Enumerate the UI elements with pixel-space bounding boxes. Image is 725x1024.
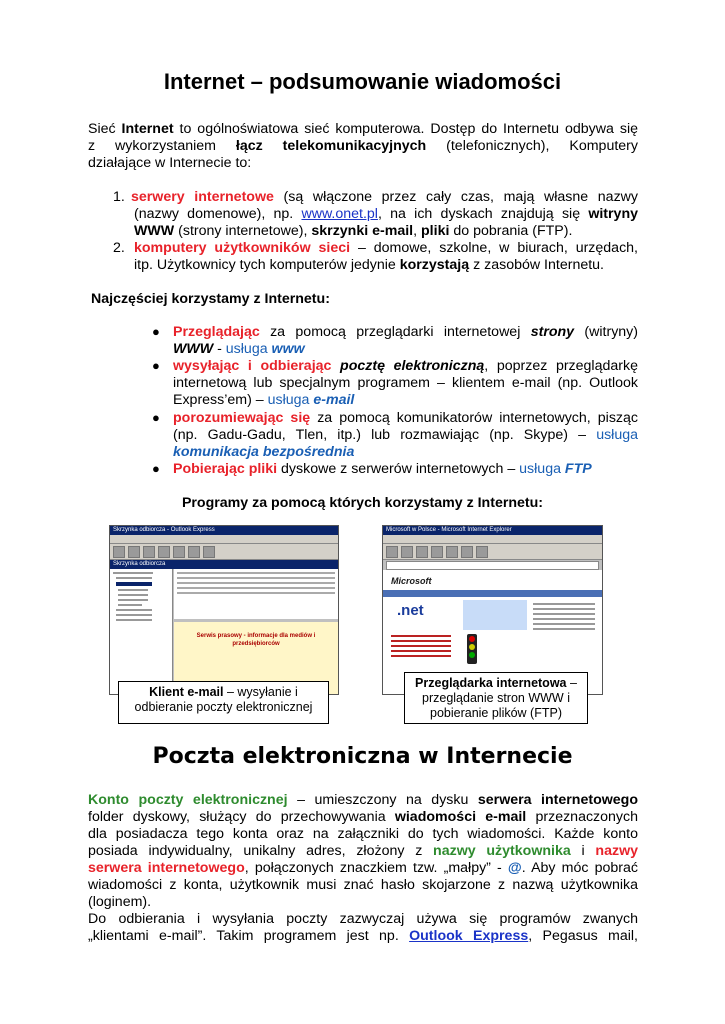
- outlook-express-link[interactable]: Outlook Express: [409, 928, 529, 944]
- bullet-text: -: [213, 341, 226, 357]
- intro-internet: Internet: [121, 121, 174, 137]
- bullet-bold: WWW: [173, 341, 214, 357]
- toolbar-icon: [401, 546, 413, 558]
- bullet-4-line-1: [173, 461, 592, 478]
- toolbar-icon: [386, 546, 398, 558]
- microsoft-logo: Microsoft: [391, 576, 432, 586]
- list-item-1-term: serwery internetowe: [131, 189, 274, 205]
- usage-heading: Najczęściej korzystamy z Internetu:: [91, 291, 330, 307]
- list-item-1-line-3: [134, 223, 572, 240]
- bullet-bold: pocztę elektroniczną: [340, 358, 485, 374]
- list-text: ,: [413, 223, 422, 239]
- list-bold: skrzynki e-mail: [311, 223, 414, 239]
- email-client-caption: [118, 681, 329, 724]
- ie-titlebar: Microsoft w Polsce - Microsoft Internet Explorer: [383, 526, 602, 535]
- outlook-express-screenshot: [109, 525, 339, 695]
- service-name: www: [271, 341, 305, 357]
- at-sign: @: [507, 860, 522, 876]
- list-item-2-term: komputery użytkowników sieci: [134, 240, 351, 256]
- email-text: „klientami e-mail”. Takim programem jest np.: [88, 928, 410, 944]
- ie-menubar: [383, 535, 602, 544]
- toolbar-icon: [158, 546, 170, 558]
- email-section-title: Poczta elektroniczna w Internecie: [152, 744, 573, 769]
- bullet-term: Przeglądając: [173, 324, 260, 340]
- list-bold: WWW: [134, 223, 175, 239]
- service-name: FTP: [564, 461, 592, 477]
- list-number-2: 2.: [113, 240, 125, 256]
- outlook-folder-tree: [110, 569, 173, 694]
- list-text: do pobrania (FTP).: [449, 223, 573, 239]
- outlook-toolbar: [110, 544, 338, 560]
- email-line-8: Do odbierania i wysyłania poczty zazwyczaj używa się programów zwanych: [88, 911, 638, 927]
- net-logo: .net: [397, 602, 424, 619]
- traffic-light-icon: [467, 634, 477, 664]
- bullet-2-line-1: [173, 358, 638, 375]
- email-line-7: (loginem).: [88, 894, 152, 910]
- ie-address-bar: [386, 561, 599, 570]
- bullet-text: , poprzez przeglądarkę: [484, 358, 638, 374]
- outlook-menubar: [110, 535, 338, 544]
- bullet-text: Express’em) –: [173, 392, 268, 408]
- ie-news-box: [463, 600, 527, 630]
- intro-text: (telefonicznych), Komputery: [426, 138, 638, 154]
- toolbar-icon: [128, 546, 140, 558]
- email-bold: wiadomości e-mail: [394, 809, 527, 825]
- preview-heading: Serwis prasowy - informacje dla mediów i przedsiębiorców: [196, 633, 316, 647]
- bullet-text: za pomocą komunikatorów internetowych, pisząc: [310, 410, 638, 426]
- bullet-dot: ●: [152, 324, 160, 339]
- bullet-1-line-2: [173, 341, 305, 358]
- outlook-titlebar: Skrzynka odbiorcza - Outlook Express: [110, 526, 338, 535]
- email-username-term: nazwy użytkownika: [433, 843, 571, 859]
- intro-lacza: łącz telekomunikacyjnych: [235, 138, 427, 154]
- caption-text: – wysyłanie i: [223, 685, 298, 699]
- ie-link-list: [391, 632, 451, 660]
- bullet-text: (np. Gadu-Gadu, Tlen, itp.) lub rozmawiając (np. Skype) –: [173, 427, 597, 443]
- email-text: posiada indywidualny, unikalny adres, złożony z: [88, 843, 434, 859]
- bullet-1-line-1: [173, 324, 638, 341]
- toolbar-icon: [446, 546, 458, 558]
- ie-toolbar: [383, 544, 602, 560]
- intro-line-1: [88, 121, 638, 138]
- email-line-9: [88, 928, 638, 945]
- list-text: (strony internetowe),: [174, 223, 312, 239]
- toolbar-icon: [173, 546, 185, 558]
- onet-link[interactable]: www.onet.pl: [301, 206, 378, 222]
- page-title: Internet – podsumowanie wiadomości: [163, 69, 562, 94]
- ie-right-column: [533, 600, 595, 633]
- caption-bold: Klient e-mail: [149, 685, 224, 699]
- list-text: – domowe, szkolne, w biurach, urzędach,: [350, 240, 638, 256]
- outlook-folder-header: Skrzynka odbiorcza: [110, 560, 338, 569]
- caption-text: odbieranie poczty elektronicznej: [134, 700, 313, 714]
- list-text: (są włączone przez cały czas, mają własne nazwy: [273, 189, 639, 205]
- list-item-1-line-2: [134, 206, 638, 223]
- bullet-term: wysyłając i odbierając: [173, 358, 332, 374]
- caption-bold: Przeglądarka internetowa: [415, 676, 567, 690]
- bullet-3-line-3: komunikacja bezpośrednia: [173, 444, 355, 460]
- email-server-term: serwera internetowego: [88, 860, 245, 876]
- toolbar-icon: [188, 546, 200, 558]
- email-text: folder dyskowy, służący do przechowywania: [88, 809, 395, 825]
- list-text: itp. Użytkownicy tych komputerów jedynie: [134, 257, 400, 273]
- bullet-term: porozumiewając się: [173, 410, 311, 426]
- service-label: usługa: [225, 341, 272, 357]
- list-bold: witryny: [588, 206, 638, 222]
- list-number-1: 1.: [113, 189, 125, 205]
- intro-line-3: działające w Internecie to:: [88, 155, 252, 171]
- email-line-2: [88, 809, 638, 826]
- service-label: usługa: [596, 427, 638, 443]
- caption-text: przeglądanie stron WWW i: [422, 691, 570, 705]
- toolbar-icon: [431, 546, 443, 558]
- intro-text: z wykorzystaniem: [88, 138, 236, 154]
- list-text: (nazwy domenowe), np.: [134, 206, 302, 222]
- list-text: z zasobów Internetu.: [469, 257, 604, 273]
- outlook-message-list: [174, 569, 338, 619]
- list-item-2-line-1: [134, 240, 638, 257]
- bullet-term: Pobierając pliki: [173, 461, 278, 477]
- email-account-term: Konto poczty elektronicznej: [88, 792, 288, 808]
- email-text: i: [570, 843, 596, 859]
- service-name: e-mail: [313, 392, 355, 408]
- list-item-2-line-2: [134, 257, 604, 274]
- list-item-1-line-1: [131, 189, 638, 206]
- bullet-2-line-3: [173, 392, 354, 409]
- service-label: usługa: [519, 461, 565, 477]
- intro-line-2: [88, 138, 638, 155]
- toolbar-icon: [203, 546, 215, 558]
- email-text: – umieszczony na dysku: [287, 792, 478, 808]
- bullet-dot: ●: [152, 358, 160, 373]
- ie-nav-strip: [383, 590, 602, 597]
- bullet-3-line-1: [173, 410, 638, 427]
- email-line-1: [88, 792, 638, 809]
- caption-text: –: [566, 676, 577, 690]
- programs-heading: Programy za pomocą których korzystamy z Internetu:: [181, 495, 544, 511]
- list-text: , na ich dyskach znajdują się: [377, 206, 589, 222]
- toolbar-icon: [461, 546, 473, 558]
- list-bold: pliki: [421, 223, 450, 239]
- internet-explorer-screenshot: [382, 525, 603, 695]
- bullet-text: dyskowe z serwerów internetowych –: [277, 461, 520, 477]
- email-server-term: nazwy: [595, 843, 638, 859]
- toolbar-icon: [416, 546, 428, 558]
- caption-text: pobieranie plików (FTP): [430, 706, 562, 720]
- toolbar-icon: [476, 546, 488, 558]
- email-line-6: wiadomości z konta, użytkownik musi znać hasło skojarzone z nazwą użytkownika: [88, 877, 638, 893]
- intro-text: Sieć: [88, 121, 122, 137]
- browser-caption: [404, 672, 588, 724]
- service-label: usługa: [267, 392, 314, 408]
- email-text: , połączonych znaczkiem tzw. „małpy” -: [244, 860, 508, 876]
- email-bold: serwera internetowego: [477, 792, 638, 808]
- list-bold: korzystają: [399, 257, 470, 273]
- toolbar-icon: [113, 546, 125, 558]
- email-text: . Aby móc pobrać: [521, 860, 638, 876]
- bullet-text: (witryny): [574, 324, 638, 340]
- bullet-text: [331, 358, 340, 374]
- bullet-3-line-2: [173, 427, 638, 444]
- bullet-2-line-2: internetową lub specjalnym programem – klientem e-mail (np. Outlook: [173, 375, 638, 391]
- email-text: , Pegasus mail,: [528, 928, 638, 944]
- intro-text: to ogólnoświatowa sieć komputerowa. Dostęp do Internetu odbywa się: [173, 121, 638, 137]
- email-text: przeznaczonych: [526, 809, 638, 825]
- bullet-text: za pomocą przeglądarki internetowej: [259, 324, 531, 340]
- email-line-5: [88, 860, 638, 877]
- bullet-bold: strony: [530, 324, 575, 340]
- bullet-dot: ●: [152, 410, 160, 425]
- toolbar-icon: [143, 546, 155, 558]
- bullet-dot: ●: [152, 461, 160, 476]
- email-line-4: [88, 843, 638, 860]
- email-line-3: dla posiadacza tego konta oraz na załączniki do tych wiadomości. Każde konto: [88, 826, 638, 842]
